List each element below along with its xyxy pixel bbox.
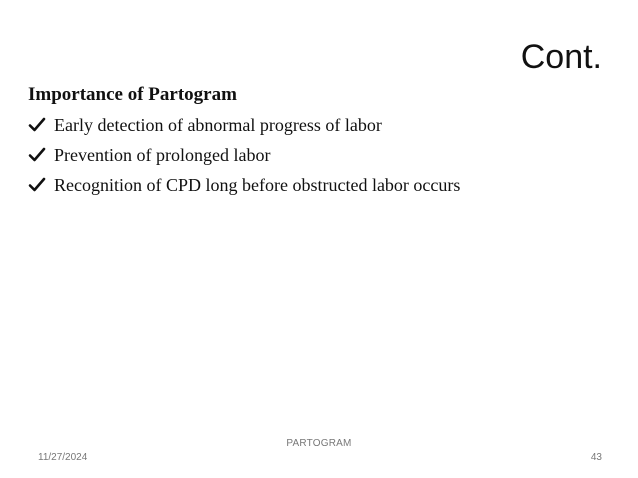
- bullet-text: Early detection of abnormal progress of labor: [54, 114, 382, 135]
- page-number: 43: [590, 452, 602, 463]
- list-item: [28, 140, 618, 170]
- footer-date: 11/27/2024: [38, 452, 88, 463]
- checkmark-icon: [28, 174, 54, 196]
- bullet-text: Recognition of CPD long before obstructed labor occurs: [54, 174, 461, 195]
- list-item: [28, 110, 618, 140]
- footer-title: PARTOGRAM: [286, 438, 352, 449]
- bullet-list: [28, 110, 618, 200]
- bullet-text: Prevention of prolonged labor: [54, 144, 271, 165]
- slide-title: Cont.: [520, 38, 602, 76]
- checkmark-icon: [28, 114, 54, 136]
- list-item: [28, 170, 618, 200]
- subheading: Importance of Partogram: [28, 84, 237, 105]
- checkmark-icon: [28, 144, 54, 166]
- slide-content: [28, 82, 618, 200]
